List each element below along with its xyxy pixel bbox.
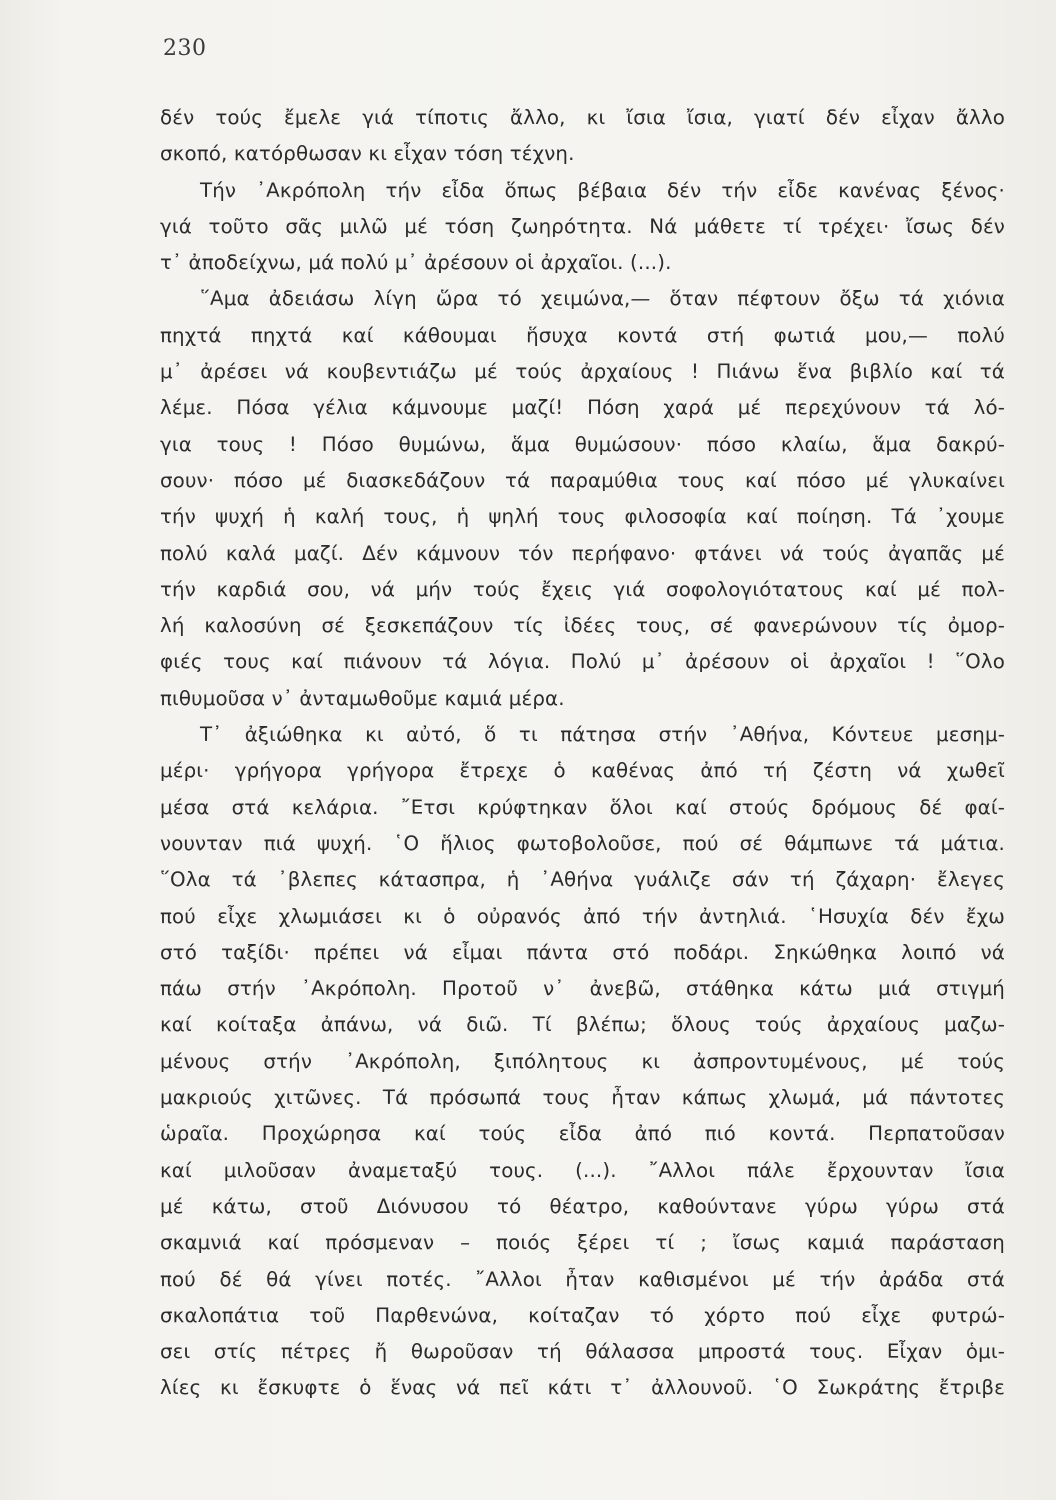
text-line: σκαμνιά καί πρόσμεναν – ποιός ξέρει τί ; ἴσως καμιά παράσταση bbox=[160, 1231, 1005, 1255]
text-line: Τ᾿ ἀξιώθηκα κι αὐτό, ὅ τι πάτησα στήν ᾿Αθήνα, Κόντευε μεσημ- bbox=[200, 723, 1005, 747]
text-line: καί μιλοῦσαν ἀναμεταξύ τους. (...). ῎Αλλοι πάλε ἔρχουνταν ἴσια bbox=[160, 1158, 1005, 1182]
text-line: μ᾿ ἀρέσει νά κουβεντιάζω μέ τούς ἀρχαίους ! Πιάνω ἕνα βιβλίο καί τά bbox=[160, 360, 1005, 384]
text-line: λή καλοσύνη σέ ξεσκεπάζουν τίς ἰδέες τους, σέ φανερώνουν τίς ὀμορ- bbox=[160, 614, 1005, 638]
text-line: δέν τούς ἔμελε γιά τίποτις ἄλλο, κι ἴσια ἴσια, γιατί δέν εἶχαν ἄλλο bbox=[160, 106, 1005, 129]
text-line: τήν ψυχή ἡ καλή τους, ἡ ψηλή τους φιλοσοφία καί ποίηση. Τά ᾿χουμε bbox=[160, 505, 1005, 529]
text-line: τήν καρδιά σου, νά μήν τούς ἔχεις γιά σοφολογιότατους καί μέ πολ- bbox=[160, 577, 1005, 601]
text-line: πάω στήν ᾿Ακρόπολη. Προτοῦ ν᾿ ἀνεβῶ, στάθηκα κάτω μιά στιγμή bbox=[160, 977, 1005, 1001]
text-line: νουνταν πιά ψυχή. ῾Ο ἥλιος φωτοβολοῦσε, πού σέ θάμπωνε τά μάτια. bbox=[160, 831, 1005, 855]
text-line: λίες κι ἔσκυφτε ὁ ἕνας νά πεῖ κάτι τ᾿ ἀλλουνοῦ. ῾Ο Σωκράτης ἔτριβε bbox=[160, 1376, 1005, 1400]
text-line: πηχτά πηχτά καί κάθουμαι ἥσυχα κοντά στή φωτιά μου,— πολύ bbox=[160, 323, 1005, 347]
text-line: για τους ! Πόσο θυμώνω, ἅμα θυμώσουν· πόσο κλαίω, ἅμα δακρύ- bbox=[160, 432, 1005, 456]
text-line: σκοπό, κατόρθωσαν κι εἶχαν τόση τέχνη. bbox=[160, 142, 575, 166]
text-line: πιθυμοῦσα ν᾿ ἀνταμωθοῦμε καμιά μέρα. bbox=[160, 686, 565, 710]
text-line: μέ κάτω, στοῦ Διόνυσου τό θέατρο, καθούντανε γύρω γύρω στά bbox=[160, 1194, 1005, 1218]
text-line: Τήν ᾿Ακρόπολη τήν εἶδα ὅπως βέβαια δέν τήν εἶδε κανένας ξένος· bbox=[200, 178, 1005, 202]
text-line: γιά τοῦτο σᾶς μιλῶ μέ τόση ζωηρότητα. Νά μάθετε τί τρέχει· ἴσως δέν bbox=[160, 214, 1005, 238]
text-line: τ᾿ ἀποδείχνω, μά πολύ μ᾿ ἀρέσουν οἱ ἀρχαῖοι. (...). bbox=[160, 251, 672, 275]
text-line: σουν· πόσο μέ διασκεδάζουν τά παραμύθια τους καί πόσο μέ γλυκαίνει bbox=[160, 468, 1005, 492]
text-line: λέμε. Πόσα γέλια κάμνουμε μαζί! Πόση χαρά μέ περεχύνουν τά λό- bbox=[160, 396, 1005, 420]
text-line: ὡραῖα. Προχώρησα καί τούς εἶδα ἀπό πιό κοντά. Περπατοῦσαν bbox=[160, 1122, 1005, 1146]
text-line: ῞Ολα τά ᾿βλεπες κάτασπρα, ἡ ᾿Αθήνα γυάλιζε σάν τή ζάχαρη· ἔλεγες bbox=[160, 868, 1005, 892]
text-line: σει στίς πέτρες ἤ θωροῦσαν τή θάλασσα μπροστά τους. Εἶχαν ὁμι- bbox=[160, 1340, 1005, 1364]
text-line: μακριούς χιτῶνες. Τά πρόσωπά τους ἦταν κάπως χλωμά, μά πάντοτες bbox=[160, 1086, 1005, 1110]
text-line: φιές τους καί πιάνουν τά λόγια. Πολύ μ᾿ ἀρέσουν οἱ ἀρχαῖοι ! ῞Ολο bbox=[160, 650, 1005, 674]
text-line: πού εἶχε χλωμιάσει κι ὁ οὐρανός ἀπό τήν ἀντηλιά. ῾Ησυχία δέν ἔχω bbox=[160, 904, 1005, 928]
body-text bbox=[160, 100, 1005, 1407]
text-line: ῞Αμα ἀδειάσω λίγη ὥρα τό χειμώνα,— ὅταν πέφτουν ὄξω τά χιόνια bbox=[200, 287, 1005, 311]
text-line: πού δέ θά γίνει ποτές. ῎Αλλοι ἦταν καθισμένοι μέ τήν ἀράδα στά bbox=[160, 1267, 1005, 1291]
text-line: μένους στήν ᾿Ακρόπολη, ξιπόλητους κι ἀσπροντυμένους, μέ τούς bbox=[160, 1049, 1005, 1073]
text-line: σκαλοπάτια τοῦ Παρθενώνα, κοίταζαν τό χόρτο πού εἶχε φυτρώ- bbox=[160, 1303, 1005, 1327]
page-number: 230 bbox=[163, 36, 207, 61]
text-line: μέσα στά κελάρια. ῎Ετσι κρύφτηκαν ὅλοι καί στούς δρόμους δέ φαί- bbox=[160, 795, 1005, 819]
text-line: πολύ καλά μαζί. Δέν κάμνουν τόν περήφανο· φτάνει νά τούς ἀγαπᾶς μέ bbox=[160, 541, 1005, 565]
text-line: μέρι· γρήγορα γρήγορα ἔτρεχε ὁ καθένας ἀπό τή ζέστη νά χωθεῖ bbox=[160, 759, 1005, 783]
text-line: καί κοίταξα ἀπάνω, νά διῶ. Τί βλέπω; ὅλους τούς ἀρχαίους μαζω- bbox=[160, 1013, 1005, 1037]
text-line: στό ταξίδι· πρέπει νά εἶμαι πάντα στό ποδάρι. Σηκώθηκα λοιπό νά bbox=[160, 940, 1005, 964]
